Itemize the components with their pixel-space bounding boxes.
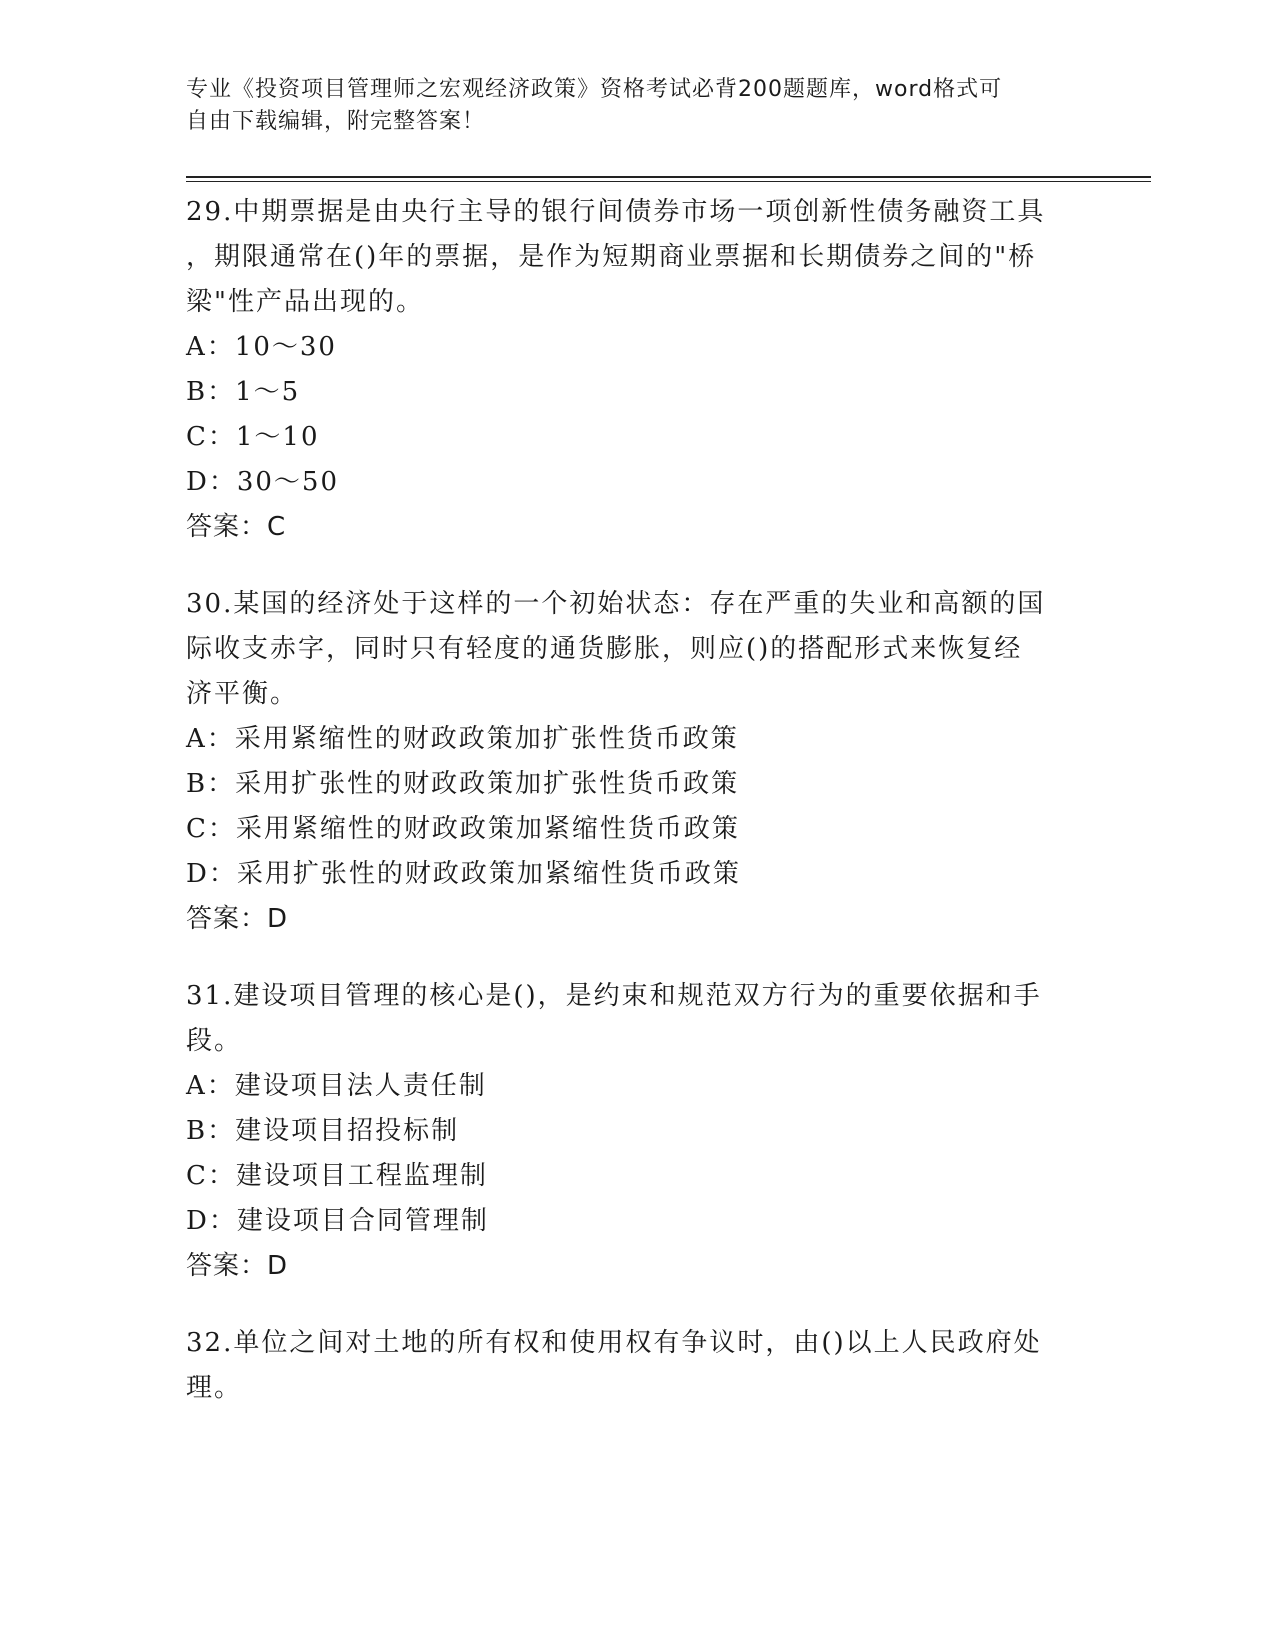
document-header [186, 74, 1066, 138]
answer-option: D：30～50 [186, 467, 340, 497]
answer-key: 答案：C [186, 512, 287, 542]
question-block [186, 190, 1086, 550]
header-line-2: 自由下载编辑，附完整答案！ [186, 109, 486, 134]
header-divider-thin [186, 181, 1151, 182]
question-stem-line: 29.中期票据是由央行主导的银行间债券市场一项创新性债务融资工具 [186, 197, 1046, 227]
answer-option: A：采用紧缩性的财政政策加扩张性货币政策 [186, 724, 739, 754]
question-stem-line: 段。 [186, 1026, 243, 1056]
answer-option: B：1～5 [186, 377, 301, 407]
answer-option: C：采用紧缩性的财政政策加紧缩性货币政策 [186, 814, 740, 844]
question-block [186, 582, 1086, 942]
header-line-1: 专业《投资项目管理师之宏观经济政策》资格考试必背200题题库，word格式可 [186, 77, 1003, 102]
answer-option: C：1～10 [186, 422, 320, 452]
question-list [186, 190, 1086, 1443]
question-stem-line: 济平衡。 [186, 679, 299, 709]
question-stem-line: ，期限通常在()年的票据，是作为短期商业票据和长期债券之间的"桥 [186, 242, 1037, 272]
answer-key: 答案：D [186, 1251, 289, 1281]
answer-option: B：采用扩张性的财政政策加扩张性货币政策 [186, 769, 740, 799]
answer-option: C：建设项目工程监理制 [186, 1161, 488, 1191]
question-stem-line: 31.建设项目管理的核心是()，是约束和规范双方行为的重要依据和手 [186, 981, 1042, 1011]
answer-option: B：建设项目招投标制 [186, 1116, 460, 1146]
header-divider-thick [186, 176, 1151, 178]
question-block [186, 1321, 1086, 1411]
question-stem-line: 30.某国的经济处于这样的一个初始状态：存在严重的失业和高额的国 [186, 589, 1046, 619]
question-stem-line: 梁"性产品出现的。 [186, 287, 424, 317]
question-block [186, 974, 1086, 1289]
answer-option: A：10～30 [186, 332, 337, 362]
question-stem-line: 理。 [186, 1373, 243, 1403]
answer-option: D：建设项目合同管理制 [186, 1206, 489, 1236]
answer-key: 答案：D [186, 904, 289, 934]
question-stem-line: 际收支赤字，同时只有轻度的通货膨胀，则应()的搭配形式来恢复经 [186, 634, 1023, 664]
answer-option: D：采用扩张性的财政政策加紧缩性货币政策 [186, 859, 741, 889]
question-stem-line: 32.单位之间对土地的所有权和使用权有争议时，由()以上人民政府处 [186, 1328, 1042, 1358]
answer-option: A：建设项目法人责任制 [186, 1071, 487, 1101]
